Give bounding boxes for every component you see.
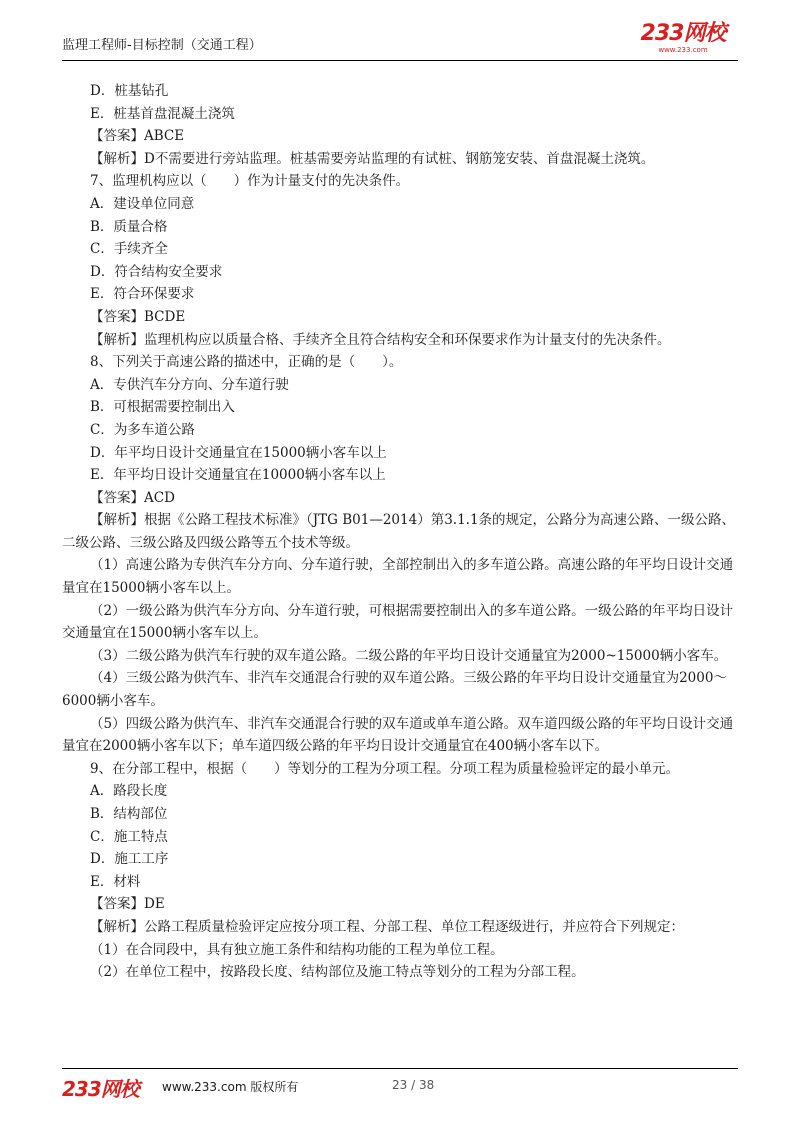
answer-line: 【答案】DE xyxy=(90,896,165,913)
option-line: E．符合环保要求 xyxy=(90,286,195,303)
logo-subtext: www.233.com xyxy=(658,46,708,54)
answer-line: 【答案】BCDE xyxy=(90,308,186,325)
option-line: B．结构部位 xyxy=(90,806,168,822)
page-number: 23 / 38 xyxy=(392,1078,435,1092)
option-line: B．可根据需要控制出入 xyxy=(90,399,235,416)
document-body xyxy=(62,80,742,984)
option-line: E．年平均日设计交通量宜在10000辆小客车以上 xyxy=(90,467,386,484)
analysis-item: （2）一级公路为供汽车分方向、分车道行驶，可根据需要控制出入的多车道公路。一级公路的年平均日设计交通量宜在15000辆小客车以上。 xyxy=(62,602,734,642)
option-line: C．为多车道公路 xyxy=(90,421,195,438)
brand-logo xyxy=(628,22,738,54)
option-line: C．施工特点 xyxy=(90,828,168,845)
question-8: 8、下列关于高速公路的描述中，正确的是（ ）。 xyxy=(90,354,403,371)
question-7: 7、监理机构应以（ ）作为计量支付的先决条件。 xyxy=(90,173,410,190)
analysis-line: 【解析】公路工程质量检验评定应按分项工程、分部工程、单位工程逐级进行，并应符合下列规定： xyxy=(90,918,684,935)
option-line: E．桩基首盘混凝土浇筑 xyxy=(90,105,235,122)
option-line: D．年平均日设计交通量宜在15000辆小客车以上 xyxy=(90,444,387,461)
question-9: 9、在分部工程中，根据（ ）等划分的工程为分项工程。分项工程为质量检验评定的最小单元。 xyxy=(90,760,680,777)
option-line: D．施工工序 xyxy=(90,851,169,868)
option-line: B．质量合格 xyxy=(90,218,168,235)
analysis-item: （5）四级公路为供汽车、非汽车交通混合行驶的双车道或单车道公路。双车道四级公路的年平均日设计交通量宜在2000辆小客车以下；单车道四级公路的年平均日设计交通量宜在400辆小客车以下。 xyxy=(62,715,734,755)
footer-logo: 233网校 xyxy=(62,1077,139,1101)
option-line: A．路段长度 xyxy=(90,783,168,800)
analysis-item: （1）在合同段中，具有独立施工条件和结构功能的工程为单位工程。 xyxy=(90,941,504,958)
analysis-item: （1）高速公路为专供汽车分方向、分车道行驶，全部控制出入的多车道公路。高速公路的年平均日设计交通量宜在15000辆小客车以上。 xyxy=(62,557,734,597)
logo-text: 233网校 xyxy=(640,21,726,46)
option-line: A．专供汽车分方向、分车道行驶 xyxy=(90,376,289,393)
analysis-item: （2）在单位工程中，按路段长度、结构部位及施工特点等划分的工程为分部工程。 xyxy=(90,964,585,981)
option-line: A．建设单位同意 xyxy=(90,195,195,212)
analysis-line: 【解析】监理机构应以质量合格、手续齐全且符合结构安全和环保要求作为计量支付的先决条件。 xyxy=(90,331,671,348)
option-line: D．桩基钻孔 xyxy=(90,83,169,99)
analysis-item: （4）三级公路为供汽车、非汽车交通混合行驶的双车道公路。三级公路的年平均日设计交通量宜为2000～6000辆小客车。 xyxy=(62,670,727,710)
analysis-line: 【解析】根据《公路工程技术标准》（JTG B01—2014）第3.1.1条的规定，公路分为高速公路、一级公路、二级公路、三级公路及四级公路等五个技术等级。 xyxy=(62,512,736,551)
analysis-item: （3）二级公路为供汽车行驶的双车道公路。二级公路的年平均日设计交通量宜为2000~15000辆小客车。 xyxy=(90,647,728,664)
page-footer xyxy=(62,1068,738,1099)
answer-line: 【答案】ABCE xyxy=(90,128,185,145)
option-line: D．符合结构安全要求 xyxy=(90,263,223,280)
option-line: E．材料 xyxy=(90,873,141,890)
option-line: C．手续齐全 xyxy=(90,241,168,258)
footer-copyright: www.233.com 版权所有 xyxy=(162,1080,299,1094)
answer-line: 【答案】ACD xyxy=(90,489,175,506)
analysis-line: 【解析】D不需要进行旁站监理。桩基需要旁站监理的有试桩、钢筋笼安装、首盘混凝土浇筑。 xyxy=(90,150,655,167)
header-title: 监理工程师-目标控制（交通工程） xyxy=(62,38,262,53)
page-header xyxy=(62,22,738,61)
